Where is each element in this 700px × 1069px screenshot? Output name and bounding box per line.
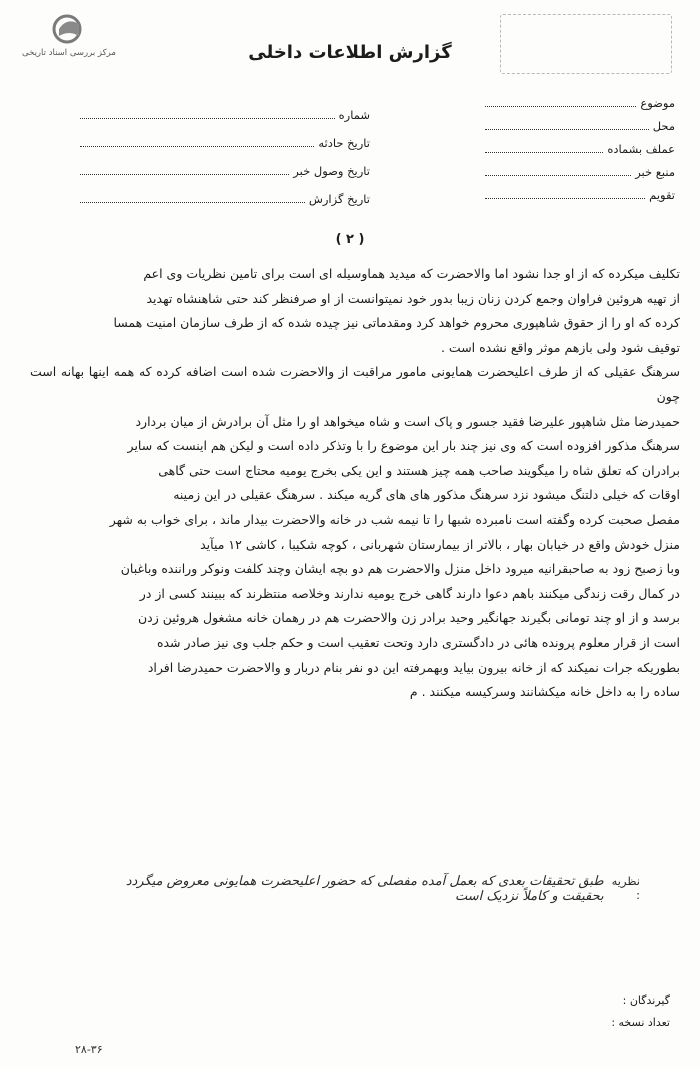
body-line: حمیدرضا مثل شاهپور علیرضا فقید جسور و پاک است و شاه میخواهد او را مثل آن برادرش از میان بردارد (135, 413, 680, 429)
body-line: سرهنگ عقیلی که از طرف اعلیحضرت همایونی مامور مراقبت از والاحضرت شده است اضافه کرده که همه اینها بهانه است چون (30, 364, 680, 404)
body-line: از تهیه هروئین فراوان وجمع کردن زنان زیبا بدور خود نمیتوانست از او صرفنظر کند حتی شاهنشاه تهدید (146, 290, 680, 306)
footer-copies: تعداد نسخه : (611, 1016, 670, 1029)
page-reference: ( ۲ ) (335, 232, 365, 247)
body-line: در کمال رقت زندگی میکنند باهم دعوا دارند گاهی خرج یومیه ندارند وخلاصه منتظرند که ببینند کسی از در (139, 585, 680, 601)
body-line: است از قرار معلوم پرونده هائی در دادگستری دارد وتحت تعقیب است و حکم جلب وی نیز صادر شده (156, 634, 680, 650)
field-receipt-date (80, 164, 370, 178)
body-line: تکلیف میکرده که از او جدا نشود اما والاحضرت که میدید هماوسیله ای است برای تامین نظریات وی اعم (143, 266, 680, 281)
field-ref-number (80, 108, 370, 122)
field-label: منبع خبر (635, 165, 675, 179)
field-label: تاریخ گزارش (308, 192, 370, 206)
field-source (485, 165, 675, 179)
report-body (30, 262, 680, 705)
footer-recipient: گیرندگان : (622, 994, 670, 1007)
body-line: بطوریکه جرات نمیکند که از خانه بیرون بیاید وبهمرفته این دو نفر بنام دربار و والاحضرت حمیدرضا افراد (147, 659, 680, 675)
field-number (485, 142, 675, 156)
note-text: طبق تحقیقات بعدی که بعمل آمده مفصلی که حضور اعلیحضرت همایونی معروض میگردد بحقیقت و کاملاً نزدیک است (125, 874, 604, 904)
field-subject (485, 96, 675, 110)
body-line: مفصل صحبت کرده وگفته است نامبرده شبها را تا نیمه شب در خانه والاحضرت بیدار ماند ، برای خواب به شهر (109, 511, 680, 527)
body-line: اوقات که خیلی دلتنگ میشود نزد سرهنگ مذکور های های گریه میکند . سرهنگ عقیلی در این زمینه (173, 487, 680, 503)
field-label: محل (652, 119, 675, 133)
body-line: سرهنگ مذکور افزوده است که وی نیز چند بار این موضوع را با وتذکر داده است و لیکن هم اینست که سایر (127, 438, 680, 454)
body-line: برسد و از او چند تومانی بگیرند جهانگیر وحید برادر زن والاحضرت هم در رهمان خانه مشغول هروئین زدن (137, 610, 680, 626)
document-number: ۲۸-۳۶ (75, 1043, 103, 1056)
field-label: تاریخ حادثه (318, 136, 370, 150)
field-report-date (80, 192, 370, 206)
body-line: وبا زصبح زود به صاحبقرانیه میرود داخل منزل والاحضرت هم دو بچه ایشان وچند کلفت ونوکر وراننده وباغبان (120, 561, 680, 577)
field-label: شماره (338, 108, 370, 122)
opinion-note (120, 874, 640, 904)
field-location (485, 119, 675, 133)
page-title: گزارش اطلاعات داخلی (248, 42, 452, 63)
field-assessment (485, 188, 675, 202)
field-label: موضوع (640, 96, 675, 110)
archive-logo-icon (49, 12, 89, 46)
body-line: منزل خودش واقع در خیابان بهار ، بالاتر از بیمارستان شهربانی ، کوچه شکیبا ، کاشی ۱۲ میآید (200, 536, 680, 552)
field-event-date (80, 136, 370, 150)
logo-text: مرکز بررسی اسناد تاریخی (22, 48, 116, 58)
body-line: کرده که او را از حقوق شاهپوری محروم خواهد کرد ومقدماتی نیز چیده شده که از طرف سازمان امنیت همسا (113, 315, 680, 331)
field-label: عملف بشماده (607, 142, 675, 156)
field-label: تقویم (649, 188, 675, 202)
body-line: ساده را به داخل خانه میکشانند وسرکیسه میکنند . م (409, 684, 680, 700)
body-line: برادران که تعلق شاه را میگویند صاحب همه چیز هستند و این یکی بخرج یومیه محتاج است حتی گاهی (158, 462, 680, 478)
field-label: تاریخ وصول خبر (293, 164, 370, 178)
body-line: توقیف شود ولی بازهم موثر واقع نشده است . (440, 339, 680, 355)
note-label: نظریه : (611, 874, 640, 902)
